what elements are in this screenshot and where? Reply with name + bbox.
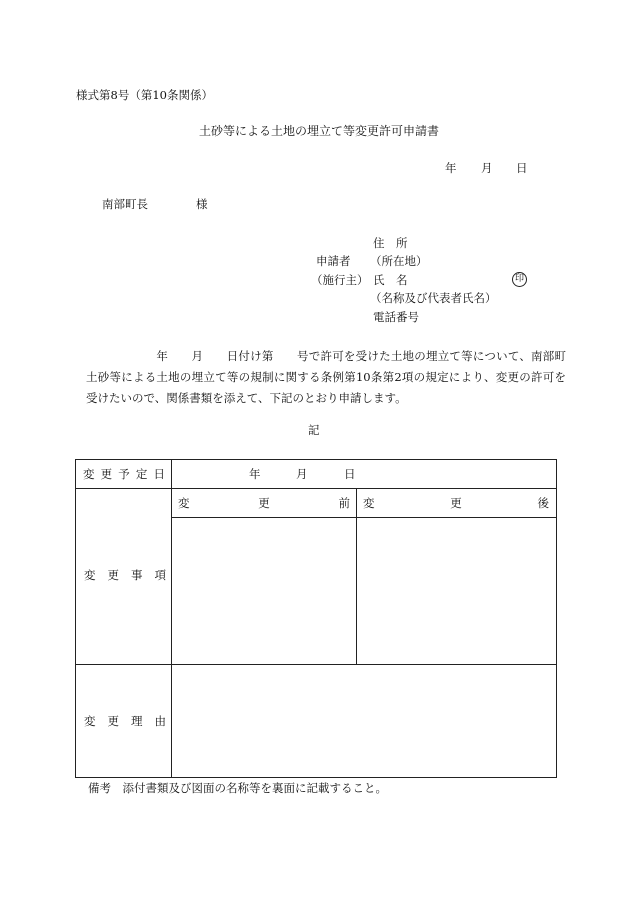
change-items-label: 変 更 事 項: [84, 568, 166, 582]
after-content[interactable]: [357, 518, 556, 664]
corp-name-label: （名称及び代表者氏名）: [370, 291, 497, 305]
planned-date-day: 日: [344, 467, 356, 481]
reason-content[interactable]: [172, 665, 556, 777]
address-label: 住 所: [373, 236, 408, 250]
planned-date-year: 年: [249, 467, 261, 481]
phone-label: 電話番号: [373, 310, 419, 324]
before-content[interactable]: [172, 518, 356, 664]
location-label: （所在地）: [370, 254, 428, 268]
body-text: 年 月 日付け第 号で許可を受けた土地の埋立て等について、南部町土砂等による土地の埋立て等の規制に関する条例第10条第2項の規定により、変更の許可を受けたいので、関係書類を添えて、下記のとおり申請します。: [86, 349, 566, 405]
form-number: 様式第8号（第10条関係）: [76, 88, 213, 102]
planned-date-month: 月: [296, 467, 308, 481]
before-label: 変 更 前: [178, 496, 350, 510]
seal-stamp: 印: [512, 272, 527, 287]
applicant-label: 申請者: [316, 254, 351, 268]
name-label: 氏 名: [373, 273, 408, 287]
change-form-table: [75, 459, 557, 778]
change-reason-label: 変 更 理 由: [84, 714, 166, 728]
ki-label: 記: [308, 423, 320, 437]
document-title: 土砂等による土地の埋立て等変更許可申請書: [199, 124, 440, 138]
after-label: 変 更 後: [363, 496, 549, 510]
planned-date-label: 変 更 予 定 日: [83, 467, 165, 481]
contractor-label: （施行主）: [311, 273, 369, 287]
note: 備考 添付書類及び図面の名称等を裏面に記載すること。: [88, 781, 387, 795]
